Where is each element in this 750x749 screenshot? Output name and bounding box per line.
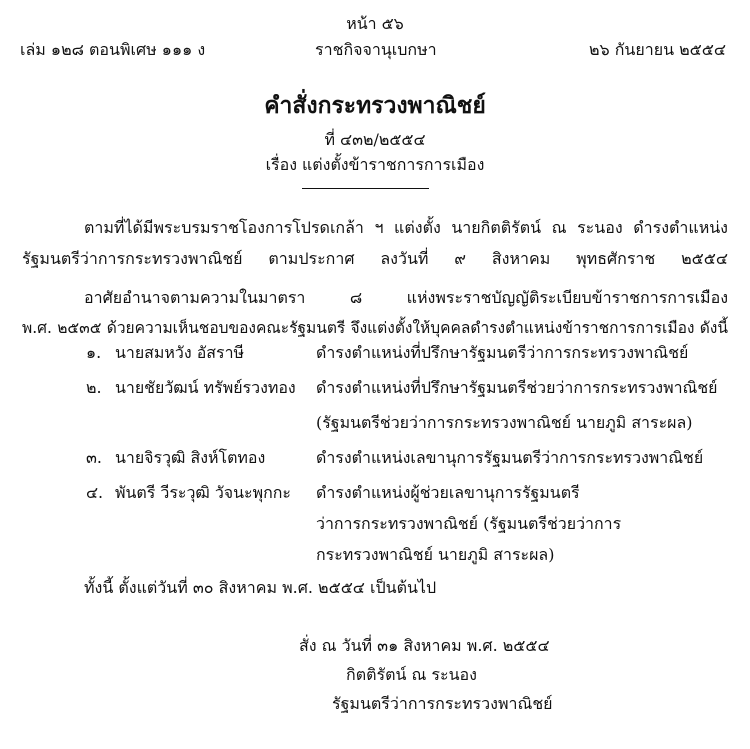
- appointee-name: พันตรี วีระวุฒิ วัจนะพุกกะ: [115, 483, 291, 502]
- item-number: ๔.: [86, 483, 104, 502]
- gazette-name: ราชกิจจานุเบกษา: [315, 40, 437, 59]
- publication-date: ๒๖ กันยายน ๒๕๕๔: [588, 40, 726, 59]
- appointee-position: ดำรงตำแหน่งที่ปรึกษารัฐมนตรีว่าการกระทรวงพาณิชย์: [316, 343, 689, 362]
- authority-line-2: พ.ศ. ๒๕๓๕ ด้วยความเห็นชอบของคณะรัฐมนตรี จึงแต่งตั้งให้บุคคลดำรงตำแหน่งข้าราชการการเมือง ดังนี้: [22, 319, 728, 337]
- appointee-position: ดำรงตำแหน่งที่ปรึกษารัฐมนตรีช่วยว่าการกระทรวงพาณิชย์: [316, 378, 718, 397]
- appointee-name: นายสมหวัง อัสราษี: [115, 343, 245, 362]
- list-item: [0, 446, 750, 477]
- list-item-continuation: [0, 543, 750, 574]
- page-number: หน้า ๕๖: [346, 14, 404, 33]
- title-divider: [302, 188, 429, 189]
- signer-name: กิตติรัตน์ ณ ระนอง: [346, 665, 477, 684]
- signer-position: รัฐมนตรีว่าการกระทรวงพาณิชย์: [332, 694, 553, 713]
- item-number: ๓.: [86, 448, 102, 467]
- order-given-date: สั่ง ณ วันที่ ๓๑ สิงหาคม พ.ศ. ๒๕๕๔: [299, 636, 550, 655]
- paragraph-preamble: [22, 212, 728, 274]
- order-number: ที่ ๔๓๒/๒๕๕๔: [324, 130, 426, 149]
- item-number: ๒.: [86, 378, 102, 397]
- list-item: [0, 376, 750, 407]
- preamble-line-2: รัฐมนตรีว่าการกระทรวงพาณิชย์ ตามประกาศ ลงวันที่ ๙ สิงหาคม พุทธศักราช ๒๕๕๔: [22, 249, 728, 268]
- appointee-name: นายจิรวุฒิ สิงห์โตทอง: [115, 448, 266, 467]
- appointee-position-line-3: กระทรวงพาณิชย์ นายภูมิ สาระผล): [316, 545, 555, 564]
- appointee-position-line-2: ว่าการกระทรวงพาณิชย์ (รัฐมนตรีช่วยว่าการ: [316, 514, 622, 533]
- authority-line-1: อาศัยอำนาจตามความในมาตรา ๘ แห่งพระราชบัญญัติระเบียบข้าราชการการเมือง: [84, 288, 728, 307]
- appointee-position: ดำรงตำแหน่งผู้ช่วยเลขานุการรัฐมนตรี: [316, 483, 580, 502]
- volume-info: เล่ม ๑๒๘ ตอนพิเศษ ๑๑๑ ง: [20, 40, 206, 59]
- appointee-position: ดำรงตำแหน่งเลขานุการรัฐมนตรีว่าการกระทรวงพาณิชย์: [316, 448, 704, 467]
- list-item: [0, 341, 750, 372]
- appointee-name: นายชัยวัฒน์ ทรัพย์รวงทอง: [115, 378, 296, 397]
- appointee-position-note: (รัฐมนตรีช่วยว่าการกระทรวงพาณิชย์ นายภูมิ สาระผล): [316, 413, 693, 432]
- order-title: คำสั่งกระทรวงพาณิชย์: [264, 92, 486, 119]
- effective-date-clause: ทั้งนี้ ตั้งแต่วันที่ ๓๐ สิงหาคม พ.ศ. ๒๕๕๔ เป็นต้นไป: [84, 578, 437, 597]
- list-item-continuation: [0, 411, 750, 442]
- preamble-line-1: ตามที่ได้มีพระบรมราชโองการโปรดเกล้า ฯ แต่งตั้ง นายกิตติรัตน์ ณ ระนอง ดำรงตำแหน่ง: [84, 218, 728, 237]
- list-item-continuation: [0, 512, 750, 543]
- list-item: [0, 481, 750, 512]
- item-number: ๑.: [86, 343, 102, 362]
- order-subject: เรื่อง แต่งตั้งข้าราชการการเมือง: [265, 155, 485, 174]
- paragraph-authority: [22, 282, 728, 344]
